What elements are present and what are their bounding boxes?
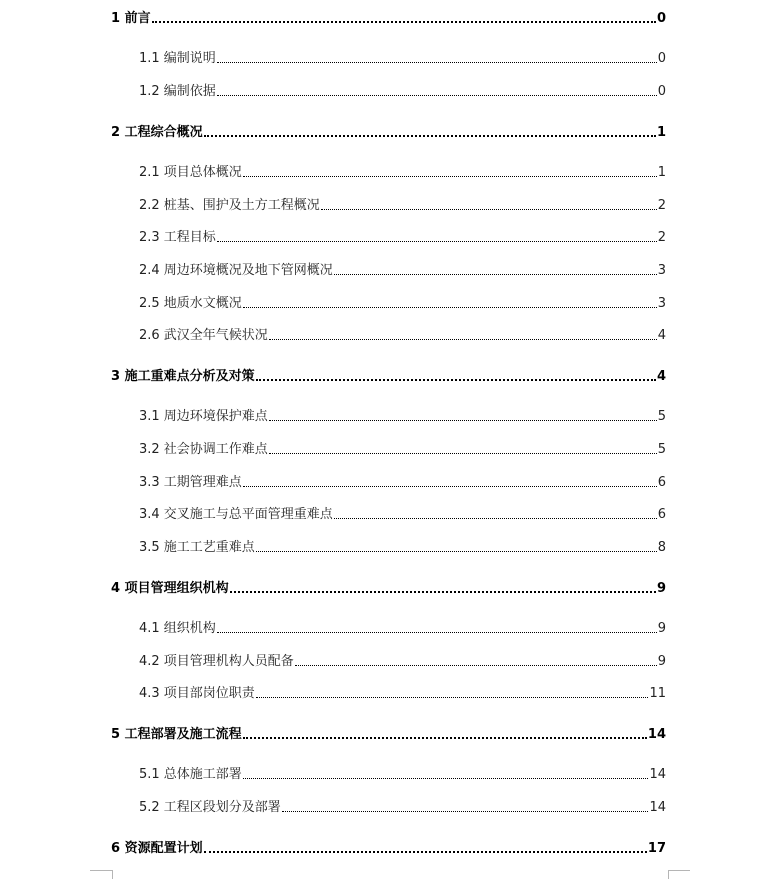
dot-leader	[243, 175, 657, 177]
toc-page-number: 14	[647, 727, 666, 742]
dot-leader	[152, 20, 656, 23]
crop-mark-left-horizontal	[90, 870, 112, 871]
toc-label: 2.5 地质水文概况	[139, 296, 242, 311]
toc-page-number: 17	[647, 841, 666, 856]
toc-page-number: 9	[657, 654, 666, 669]
toc-entry-3-5[interactable]	[139, 536, 666, 555]
toc-page-number: 2	[657, 198, 666, 213]
dot-leader	[256, 378, 656, 381]
toc-entry-4-2[interactable]	[139, 650, 666, 669]
toc-page-number: 14	[649, 767, 666, 782]
dot-leader	[204, 134, 656, 137]
dot-leader	[269, 419, 657, 421]
toc-page-number: 4	[657, 328, 666, 343]
toc-page-number: 4	[656, 369, 666, 384]
toc-label: 3.5 施工工艺重难点	[139, 540, 255, 555]
dot-leader	[217, 61, 657, 63]
toc-entry-4[interactable]	[111, 577, 666, 596]
dot-leader	[217, 240, 657, 242]
dot-leader	[269, 338, 657, 340]
dot-leader	[204, 850, 647, 853]
dot-leader	[230, 590, 656, 593]
toc-entry-3-2[interactable]	[139, 438, 666, 457]
crop-mark-right-horizontal	[668, 870, 690, 871]
toc-label: 2.1 项目总体概况	[139, 165, 242, 180]
toc-page-number: 5	[657, 442, 666, 457]
toc-label: 4.1 组织机构	[139, 621, 216, 636]
toc-page-number: 9	[656, 581, 666, 596]
toc-entry-1[interactable]	[111, 7, 666, 26]
toc-entry-2[interactable]	[111, 121, 666, 140]
toc-entry-6[interactable]	[111, 837, 666, 856]
toc-entry-2-1[interactable]	[139, 161, 666, 180]
dot-leader	[243, 306, 657, 308]
toc-label: 5.2 工程区段划分及部署	[139, 800, 281, 815]
dot-leader	[256, 550, 657, 552]
toc-entry-5[interactable]	[111, 723, 666, 742]
toc-label: 2.2 桩基、围护及土方工程概况	[139, 198, 320, 213]
toc-page-number: 2	[657, 230, 666, 245]
toc-label: 5 工程部署及施工流程	[111, 727, 242, 742]
toc-entry-1-1[interactable]	[139, 47, 666, 66]
dot-leader	[256, 696, 649, 698]
dot-leader	[282, 810, 649, 812]
toc-page-number: 3	[657, 296, 666, 311]
toc-label: 3.1 周边环境保护难点	[139, 409, 268, 424]
toc-entry-3-3[interactable]	[139, 471, 666, 490]
toc-entry-4-1[interactable]	[139, 617, 666, 636]
crop-mark-left-vertical	[112, 870, 113, 879]
dot-leader	[295, 664, 657, 666]
dot-leader	[217, 631, 657, 633]
toc-entry-3-1[interactable]	[139, 405, 666, 424]
toc-label: 4.3 项目部岗位职责	[139, 686, 255, 701]
toc-label: 1.1 编制说明	[139, 51, 216, 66]
dot-leader	[334, 273, 657, 275]
toc-label: 6 资源配置计划	[111, 841, 203, 856]
toc-page-number: 0	[657, 84, 666, 99]
toc-page-number: 1	[656, 125, 666, 140]
toc-entry-4-3[interactable]	[139, 682, 666, 701]
toc-page-number: 0	[656, 11, 666, 26]
dot-leader	[243, 485, 657, 487]
toc-entry-2-3[interactable]	[139, 226, 666, 245]
toc-label: 4.2 项目管理机构人员配备	[139, 654, 294, 669]
toc-label: 2.3 工程目标	[139, 230, 216, 245]
toc-label: 3.4 交叉施工与总平面管理重难点	[139, 507, 333, 522]
toc-label: 5.1 总体施工部署	[139, 767, 242, 782]
crop-mark-right-vertical	[668, 870, 669, 879]
toc-label: 1 前言	[111, 11, 151, 26]
toc-entry-2-5[interactable]	[139, 292, 666, 311]
toc-entry-2-6[interactable]	[139, 324, 666, 343]
dot-leader	[321, 208, 657, 210]
toc-entry-3-4[interactable]	[139, 503, 666, 522]
toc-entry-2-4[interactable]	[139, 259, 666, 278]
toc-page-number: 11	[649, 686, 666, 701]
dot-leader	[269, 452, 657, 454]
toc-label: 2.6 武汉全年气候状况	[139, 328, 268, 343]
toc-entry-5-1[interactable]	[139, 763, 666, 782]
toc-entry-2-2[interactable]	[139, 194, 666, 213]
toc-page-number: 1	[657, 165, 666, 180]
toc-page-number: 8	[657, 540, 666, 555]
toc-label: 2 工程综合概况	[111, 125, 203, 140]
toc-label: 3.2 社会协调工作难点	[139, 442, 268, 457]
toc-page-number: 6	[657, 507, 666, 522]
toc-entry-1-2[interactable]	[139, 80, 666, 99]
toc-page-number: 0	[657, 51, 666, 66]
toc-page-number: 3	[657, 263, 666, 278]
dot-leader	[217, 94, 657, 96]
toc-label: 4 项目管理组织机构	[111, 581, 229, 596]
dot-leader	[243, 736, 647, 739]
toc-label: 3.3 工期管理难点	[139, 475, 242, 490]
toc-page-number: 14	[649, 800, 666, 815]
toc-label: 1.2 编制依据	[139, 84, 216, 99]
toc-page-number: 5	[657, 409, 666, 424]
dot-leader	[334, 517, 657, 519]
toc-page-number: 9	[657, 621, 666, 636]
toc-entry-5-2[interactable]	[139, 796, 666, 815]
toc-label: 3 施工重难点分析及对策	[111, 369, 255, 384]
toc-page-number: 6	[657, 475, 666, 490]
dot-leader	[243, 777, 649, 779]
toc-label: 2.4 周边环境概况及地下管网概况	[139, 263, 333, 278]
toc-entry-3[interactable]	[111, 365, 666, 384]
